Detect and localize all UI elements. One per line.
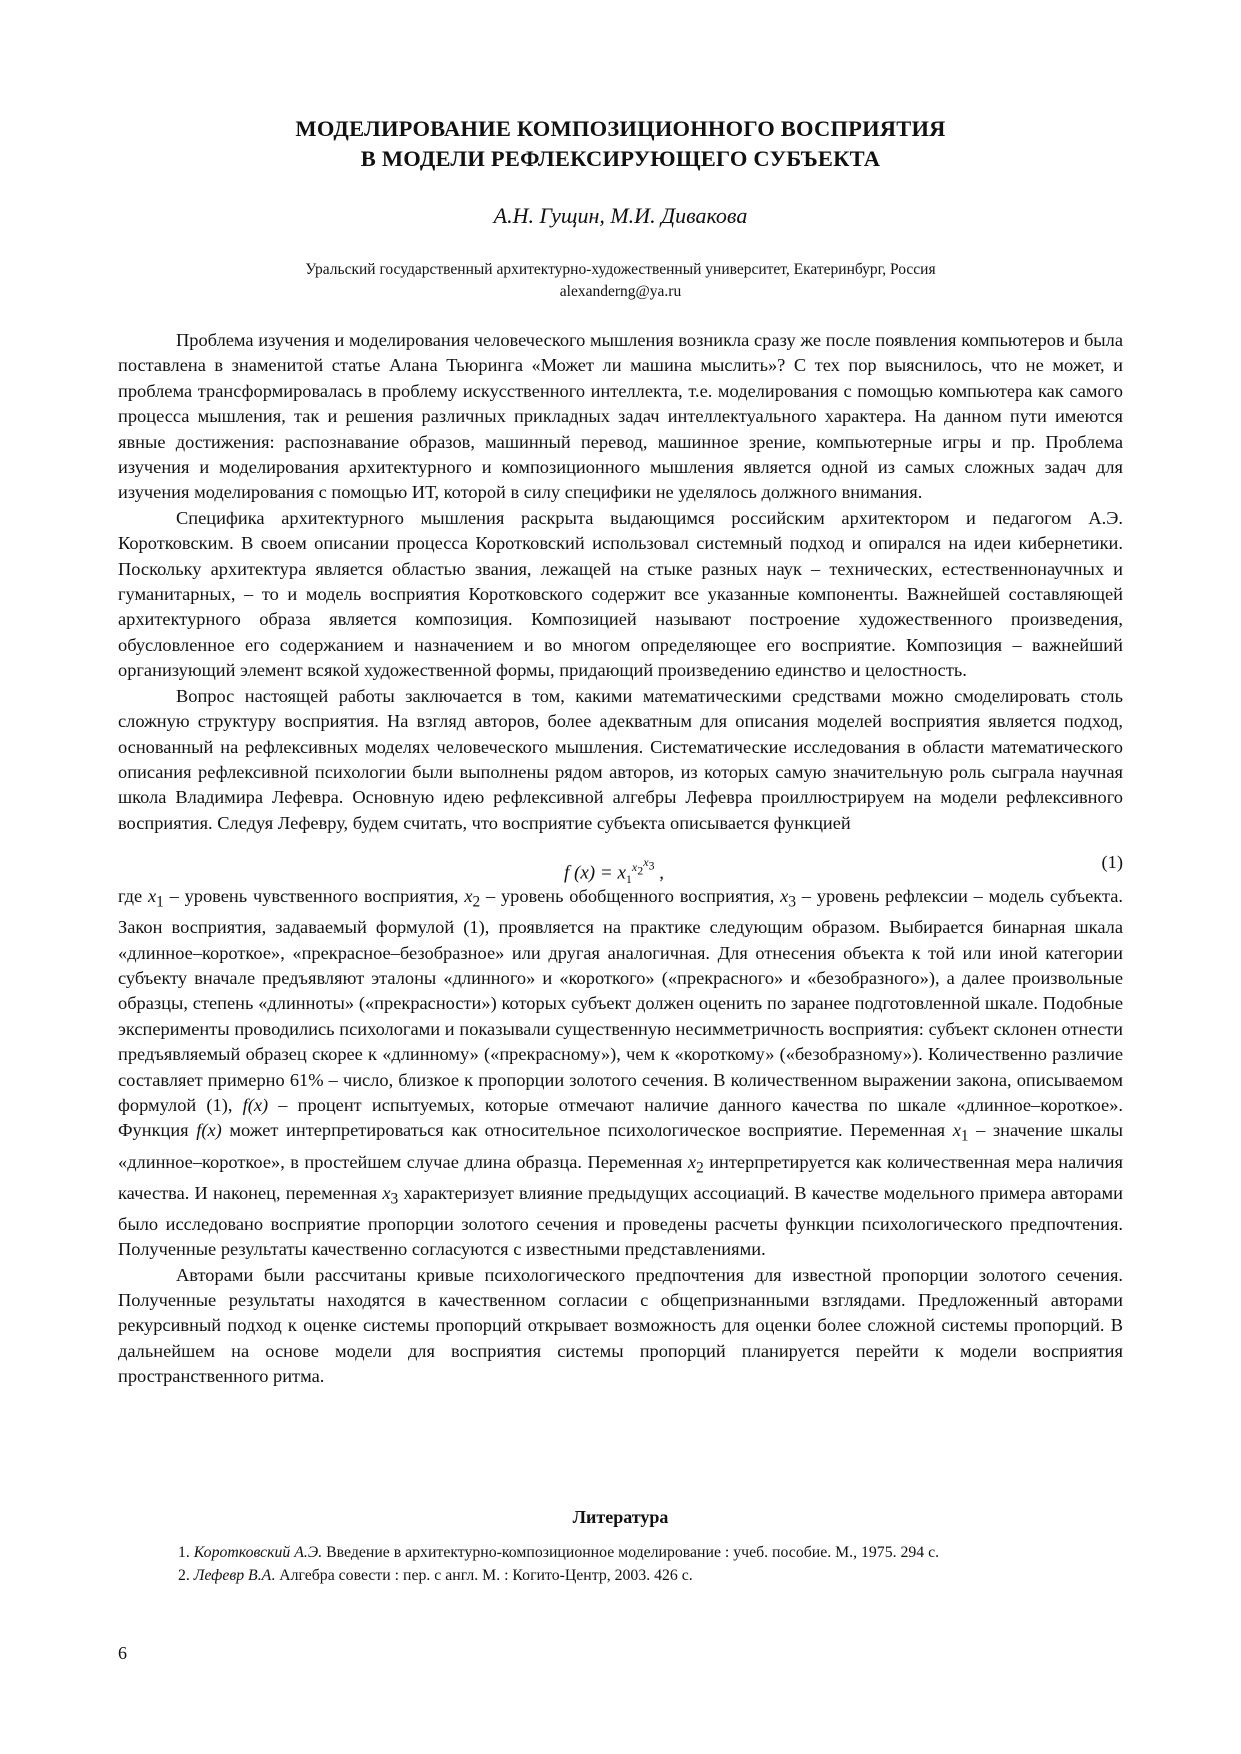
formula-number: (1) [1101, 852, 1123, 873]
paragraph-4: где $x_1$ – уровень чувственного восприятия, $x_2$ – уровень обобщенного восприятия, $x_3$ – уровень рефлексии – модель субъекта. Закон восприятия, задаваемый формулой (1), проявляется на практике следующим образом. Выбирается бинарная шкала «длинное–короткое», «прекрасное–безобразное» или другая аналогичная. Для отнесения объекта к той или иной категории субъекту вначале предъявляют эталоны «длинного» и «короткого» («прекрасного» и «безобразного»), а далее произвольные образцы, степень «длинноты» («прекрасности») которых субъект должен оценить по заранее подготовленной шкале. Подобные эксперименты проводились психологами и показывали существенную несимметричность восприятия: субъект склонен отнести предъявляемый образец скорее к «длинному» («прекрасному»), чем к «короткому» («безобразному»). Количественно различие составляет примерно 61% – число, близкое к пропорции золотого сечения. В количественном выражении закона, описываемом формулой (1), f(x) – процент испытуемых, которые отмечают наличие данного качества по шкале «длинное–короткое». Функция f(x) может интерпретироваться как относительное психологическое восприятие. Переменная $x_1$ – значение шкалы «длинное–короткое», в простейшем случае длина образца. Переменная $x_2$ интерпретируется как количественная мера наличия качества. И наконец, переменная $x_3$ характеризует влияние предыдущих ассоциаций. В качестве модельного примера авторами было исследовано восприятие пропорции золотого сечения и проведены расчеты функции психологического предпочтения. Полученные результаты качественно согласуются с известными представлениями. [118, 886, 1124, 1260]
paragraph-1: Проблема изучения и моделирования человеческого мышления возникла сразу же после появления компьютеров и была поставлена в знаменитой статье Алана Тьюринга «Может ли машина мыслить»? С тех пор выяснилось, что не может, и проблема трансформировалась в проблему искусственного интеллекта, т.е. моделирования с помощью компьютера как самого процесса мышления, так и решения различных прикладных задач интеллектуального характера. На данном пути имеются явные достижения: распознавание образов, машинный перевод, машинное зрение, компьютерные игры и пр. Проблема изучения и моделирования архитектурного и композиционного мышления является одной из самых сложных задач для изучения моделирования с помощью ИТ, которой в силу специфики не уделялось должного внимания. [118, 330, 1123, 503]
affiliation [118, 259, 1123, 303]
authors: А.Н. Гущин, М.И. Дивакова [493, 203, 748, 228]
formula-sub-1: 1 [625, 872, 632, 887]
title-line-1: МОДЕЛИРОВАНИЕ КОМПОЗИЦИОННОГО ВОСПРИЯТИЯ [295, 116, 946, 141]
paragraph-2: Специфика архитектурного мышления раскрыта выдающимся российским архитектором и педагогом А.Э. Коротковским. В своем описании процесса Коротковский использовал системный подход и опирался на идеи кибернетики. Поскольку архитектура является областью звания, лежащей на стыке разных наук – технических, естественнонаучных и гуманитарных, – то и модель восприятия Коротковского содержит все указанные компоненты. Важнейшей составляющей архитектурного образа является композиция. Композицией называют построение художественного произведения, обусловленное его содержанием и назначением и во многом определяющее его восприятие. Композиция – важнейший организующий элемент всякой художественной формы, придающий произведению единство и целостность. [118, 507, 1123, 681]
body-text [118, 328, 1123, 1390]
formula-lhs: f (x) = x [564, 862, 626, 884]
affiliation-email: alexanderng@ya.ru [559, 283, 682, 300]
reference-item: 2. Лефевр В.А. Алгебра совести : пер. с англ. М. : Когито-Центр, 2003. 426 с. [178, 1567, 693, 1584]
formula-exponent: x2x3 [631, 855, 655, 878]
title-line-2: В МОДЕЛИ РЕФЛЕКСИРУЮЩЕГО СУБЪЕКТА [360, 146, 881, 171]
paper-title [118, 114, 1123, 174]
paragraph-3: Вопрос настоящей работы заключается в том, какими математическими средствами можно смоделировать столь сложную структуру восприятия. На взгляд авторов, более адекватным для описания моделей восприятия является подход, основанный на рефлексивных моделях человеческого мышления. Систематические исследования в области математического описания рефлексивной психологии были выполнены рядом авторов, из которых самую значительную роль сыграла научная школа Владимира Лефевра. Основную идею рефлексивной алгебры Лефевра проиллюстрируем на модели рефлексивного восприятия. Следуя Лефевру, будем считать, что восприятие субъекта описывается функцией [118, 685, 1123, 833]
references-heading: Литература [572, 1507, 669, 1527]
page-number: 6 [118, 1643, 127, 1663]
paragraph-5: Авторами были рассчитаны кривые психологического предпочтения для известной пропорции золотого сечения. Полученные результаты находятся в качественном согласии с общепризнанными взглядами. Предложенный авторами рекурсивный подход к оценке системы пропорций открывает возможность для оценки более сложной системы пропорций. В дальнейшем на основе модели для восприятия системы пропорций планируется перейти к модели восприятия пространственного ритма. [118, 1264, 1123, 1387]
references-list [178, 1541, 1123, 1587]
reference-item: 1. Коротковский А.Э. Введение в архитектурно-композиционное моделирование : учеб. пособие. М., 1975. 294 с. [178, 1544, 940, 1561]
affiliation-org: Уральский государственный архитектурно-художественный университет, Екатеринбург, Россия [305, 261, 936, 278]
formula-1 [118, 838, 1123, 887]
formula-expression: f $(x) = x_1^{x_2^{x_3}}$ , [564, 855, 665, 887]
